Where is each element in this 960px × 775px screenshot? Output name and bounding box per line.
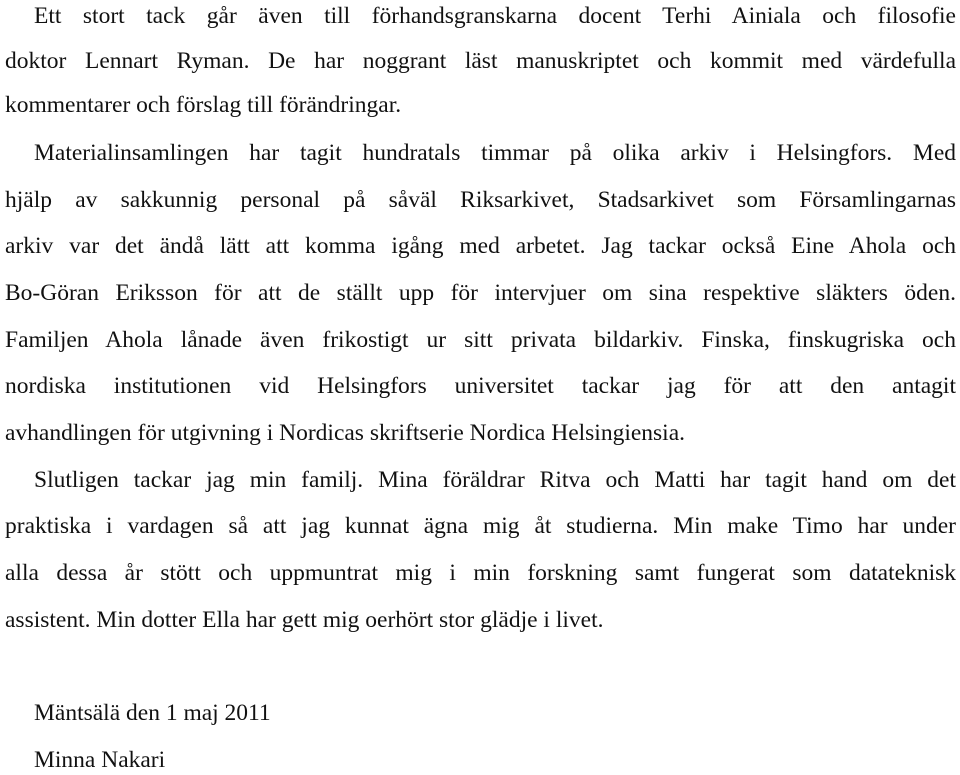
signature: Minna Nakari xyxy=(34,747,166,773)
paragraph-2-line-7: avhandlingen för utgivning i Nordicas skriftserie Nordica Helsingiensia. xyxy=(5,420,686,446)
paragraph-2-line-5: Familjen Ahola lånade även frikostigt ur sitt privata bildarkiv. Finska, finskugriska och xyxy=(5,327,956,353)
paragraph-3-line-2: praktiska i vardagen så att jag kunnat ägna mig åt studierna. Min make Timo har under xyxy=(5,513,956,539)
paragraph-1-line-3: kommentarer och förslag till förändringar. xyxy=(5,92,402,118)
paragraph-2-line-6: nordiska institutionen vid Helsingfors universitet tackar jag för att den antagit xyxy=(5,373,956,399)
paragraph-2-line-3: arkiv var det ändå lätt att komma igång med arbetet. Jag tackar också Eine Ahola och xyxy=(5,233,956,259)
paragraph-2-line-4: Bo-Göran Eriksson för att de ställt upp för intervjuer om sina respektive släkters öden. xyxy=(5,280,956,306)
paragraph-3-line-3: alla dessa år stött och uppmuntrat mig i min forskning samt fungerat som datateknisk xyxy=(5,560,956,586)
paragraph-3-line-1: Slutligen tackar jag min familj. Mina föräldrar Ritva och Matti har tagit hand om det xyxy=(34,467,956,493)
paragraph-1-line-1: Ett stort tack går även till förhandsgranskarna docent Terhi Ainiala och filosofie xyxy=(34,3,956,29)
paragraph-1-line-2: doktor Lennart Ryman. De har noggrant läst manuskriptet och kommit med värdefulla xyxy=(5,48,956,74)
paragraph-3-line-4: assistent. Min dotter Ella har gett mig oerhört stor glädje i livet. xyxy=(5,607,604,633)
paragraph-2-line-1: Materialinsamlingen har tagit hundratals timmar på olika arkiv i Helsingfors. Med xyxy=(34,140,956,166)
paragraph-2-line-2: hjälp av sakkunnig personal på såväl Riksarkivet, Stadsarkivet som Församlingarnas xyxy=(5,187,956,213)
place-date: Mäntsälä den 1 maj 2011 xyxy=(34,700,271,726)
